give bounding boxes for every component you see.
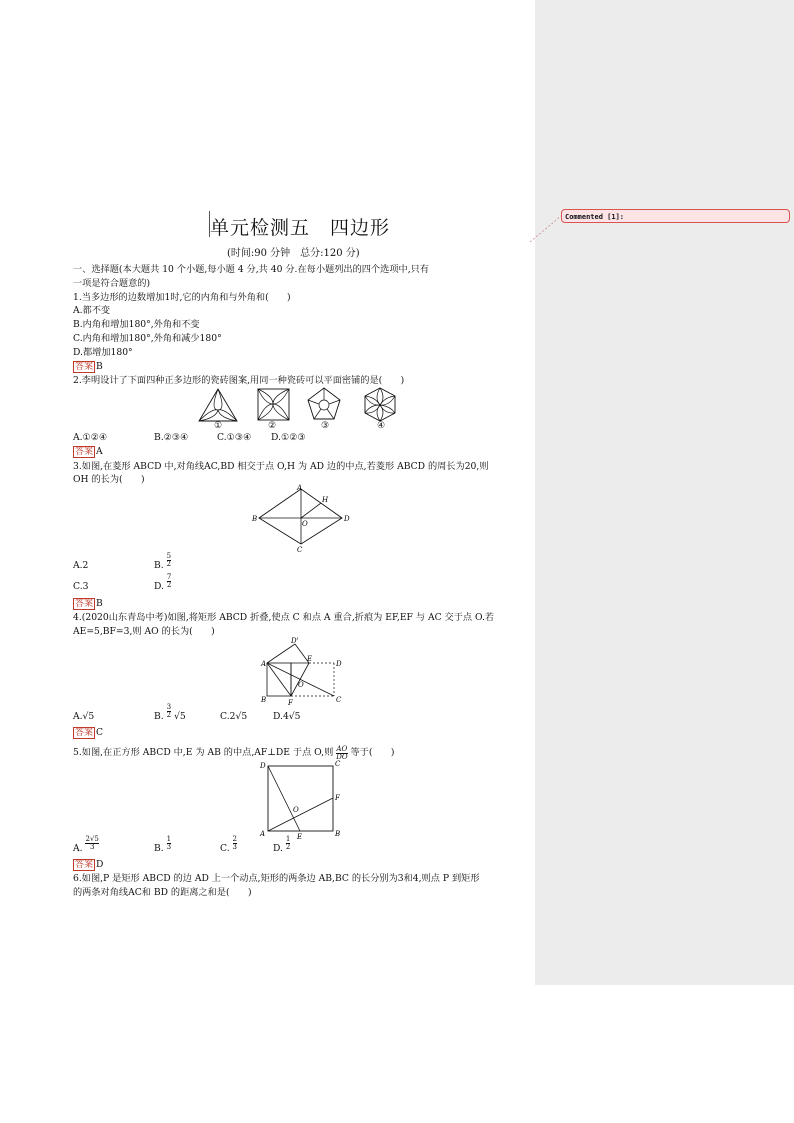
q2-stem: 2.李明设计了下面四种正多边形的瓷砖图案,用同一种瓷砖可以平面密铺的是( ) [73,375,405,386]
q2-answer [73,446,103,458]
q4-option-b-label: B. [154,711,164,722]
q5-option-c-num: 2 [232,835,238,843]
q5-label-b: B [335,830,341,838]
q4-stem-line1: 4.(2020山东青岛中考)如图,将矩形 ABCD 折叠,使点 C 和点 A 重合,折痕为 EF,EF 与 AC 交于点 O.若 [73,612,495,623]
q3-label-o: O [302,520,308,528]
q6-stem-line1: 6.如图,P 是矩形 ABCD 的边 AD 上一个动点,矩形的两条边 AB,BC 的长分别为3和4,则点 P 到矩形 [73,873,480,884]
q4-label-c: C [336,696,342,704]
q2-figure-label-2: ② [268,420,277,431]
q5-label-o: O [293,806,299,814]
comment-label: Commented [1]: [565,213,625,221]
tile-triangle-figure [199,389,237,421]
q3-option-d-label: D. [154,581,164,592]
section-heading-line2: 一项是符合题意的) [73,278,151,289]
q5-stem-pre: 5.如图,在正方形 ABCD 中,E 为 AB 的中点,AF⊥DE 于点 O,则 [73,747,334,758]
q3-option-d-num: 7 [166,573,172,581]
q1-answer [73,361,103,373]
answer-tag: 答案 [75,362,94,372]
q4-option-b-num: 3 [166,703,172,711]
answer-tag: 答案 [75,728,94,738]
q4-label-e: E [307,655,313,663]
q3-label-d: D [344,515,350,523]
q4-fold-figure [258,634,354,708]
q3-option-a: A.2 [73,560,89,571]
page-title: 单元检测五 四边形 [210,217,391,239]
q3-option-b-den: 2 [166,560,172,568]
q1-option-b: B.内角和增加180°,外角和不变 [73,319,200,330]
q5-option-d-den: 2 [285,843,291,851]
q1-stem: 1.当多边形的边数增加1时,它的内角和与外角和( ) [73,292,291,303]
q5-frac-num: AO [336,745,348,753]
q3-answer [73,598,103,610]
q5-label-a: A [260,830,266,838]
q1-option-a: A.都不变 [73,305,111,316]
q3-answer-value: B [96,598,103,609]
q4-answer [73,727,103,739]
tile-pentagon-figure [308,388,340,419]
q5-option-a-num: 2√5 [85,835,99,843]
q2-figure-label-1: ① [214,420,223,431]
q3-option-b [154,552,172,571]
answer-tag: 答案 [75,447,94,457]
q3-label-h: H [322,496,329,504]
q3-label-a: A [297,484,303,492]
q5-stem-post: 等于( ) [350,747,395,758]
q5-square-figure [256,759,348,839]
q5-option-a-den: 3 [89,843,95,851]
q4-label-a: A [261,660,267,668]
q5-option-a [73,835,99,854]
q2-option-d: D.①②③ [271,432,306,443]
q5-answer-value: D [96,859,104,870]
q4-label-b: B [261,696,267,704]
q5-option-b-den: 3 [166,843,172,851]
q5-option-b [154,835,172,854]
q3-rhombus-figure [248,482,358,554]
q5-answer [73,859,103,871]
q4-stem-line2: AE=5,BF=3,则 AO 的长为( ) [73,626,215,637]
q3-label-b: B [252,515,258,523]
q4-option-c: C.2√5 [220,711,248,722]
q2-option-b: B.②③④ [154,432,189,443]
q3-stem-line1: 3.如图,在菱形 ABCD 中,对角线AC,BD 相交于点 O,H 为 AD 边的中点,若菱形 ABCD 的周长为20,则 [73,461,489,472]
q5-option-d [273,835,291,854]
q3-option-b-label: B. [154,560,164,571]
q2-option-c: C.①③④ [217,432,252,443]
q5-frac-den: DO [336,753,348,761]
q5-option-c [220,835,238,854]
q5-label-f: F [335,794,340,802]
q5-option-b-label: B. [154,843,164,854]
q4-label-dprime: D' [291,637,299,645]
q5-label-e: E [297,833,303,839]
q4-option-b [154,703,186,722]
tile-hexagon-figure [365,388,395,421]
q4-option-b-den: 2 [166,711,172,719]
answer-tag: 答案 [75,860,94,870]
section-heading-line1: 一、选择题(本大题共 10 个小题,每小题 4 分,共 40 分.在每小题列出的四个选项中,只有 [73,264,430,275]
q4-option-d: D.4√5 [273,711,301,722]
q5-label-c: C [335,760,341,768]
q5-option-a-label: A. [73,843,83,854]
q5-option-d-num: 1 [285,835,291,843]
q1-option-d: D.都增加180° [73,347,133,358]
q1-answer-value: B [96,361,103,372]
q2-figure-label-4: ④ [377,420,386,431]
q5-option-b-num: 1 [166,835,172,843]
comment-connector [0,0,794,300]
q1-option-c: C.内角和增加180°,外角和减少180° [73,333,222,344]
q5-option-c-label: C. [220,843,230,854]
q3-option-d [154,573,172,592]
q4-label-o: O [298,681,304,689]
q4-label-d: D [336,660,342,668]
q4-label-f: F [288,699,293,707]
q2-answer-value: A [96,446,103,457]
q2-figure-label-3: ③ [321,420,330,431]
q6-stem-line2: 的两条对角线AC和 BD 的距离之和是( ) [73,887,252,898]
q3-option-c: C.3 [73,581,89,592]
q4-option-a: A.√5 [73,711,95,722]
q3-stem-line2: OH 的长为( ) [73,474,145,485]
tile-square-figure [258,389,289,420]
q3-option-d-den: 2 [166,581,172,589]
q5-option-c-den: 3 [232,843,238,851]
q2-option-a: A.①②④ [73,432,108,443]
q5-option-d-label: D. [273,843,283,854]
answer-tag: 答案 [75,599,94,609]
q3-option-b-num: 5 [166,552,172,560]
page-subtitle: (时间:90 分钟 总分:120 分) [227,248,360,259]
q3-label-c: C [297,546,303,554]
q4-option-b-tail: √5 [174,711,186,722]
q5-label-d: D [260,762,266,770]
q4-answer-value: C [96,727,104,738]
